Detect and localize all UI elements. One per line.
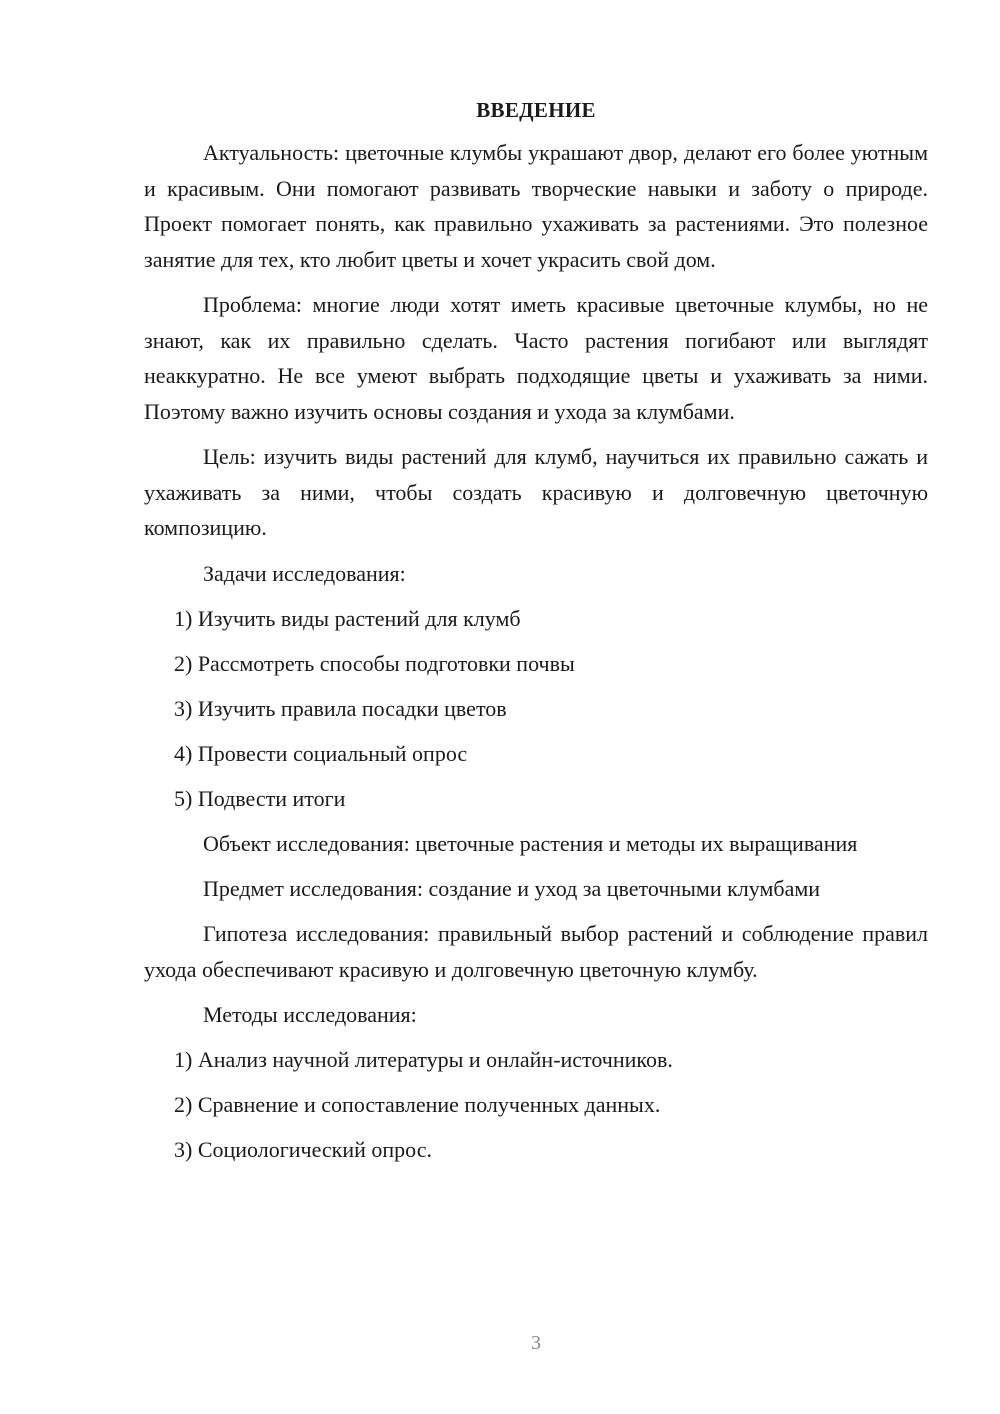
list-item: 4) Провести социальный опрос xyxy=(174,740,468,766)
list-item: 1) Изучить виды растений для клумб xyxy=(174,605,521,631)
list-item: 5) Подвести итоги xyxy=(174,785,346,811)
list-item: 2) Рассмотреть способы подготовки почвы xyxy=(174,650,575,676)
list-item: 3) Социологический опрос. xyxy=(174,1137,432,1162)
list-item: 2) Сравнение и сопоставление полученных данных. xyxy=(174,1092,661,1117)
hypothesis-paragraph: Гипотеза исследования: правильный выбор растений и соблюдение правил ухода обеспечивают красивую и долговечную цветочную клумбу. xyxy=(144,921,928,982)
subject-paragraph: Предмет исследования: создание и уход за цветочными клумбами xyxy=(203,876,821,901)
tasks-heading: Задачи исследования: xyxy=(203,560,406,586)
problem-paragraph: Проблема: многие люди хотят иметь красивые цветочные клумбы, но не знают, как их правильно сделать. Часто растения погибают или выглядят неаккуратно. Не все умеют выбрать подходящие цветы и ухаживать за ними. Поэтому важно изучить основы создания и ухода за клумбами. xyxy=(144,292,928,424)
section-heading: ВВЕДЕНИЕ xyxy=(476,98,596,122)
tasks-list xyxy=(144,601,928,816)
document-page xyxy=(144,95,928,1177)
list-item: 1) Анализ научной литературы и онлайн-источников. xyxy=(174,1047,673,1072)
relevance-paragraph: Актуальность: цветочные клумбы украшают двор, делают его более уютным и красивым. Они помогают развивать творческие навыки и заботу о природе. Проект помогает понять, как правильно ухаживать за растениями. Это полезное занятие для тех, кто любит цветы и хочет украсить свой дом. xyxy=(144,140,928,272)
list-item: 3) Изучить правила посадки цветов xyxy=(174,695,507,721)
object-paragraph: Объект исследования: цветочные растения и методы их выращивания xyxy=(203,830,858,856)
goal-paragraph: Цель: изучить виды растений для клумб, научиться их правильно сажать и ухаживать за ними, чтобы создать красивую и долговечную цветочную композицию. xyxy=(144,444,928,540)
methods-heading: Методы исследования: xyxy=(203,1002,417,1027)
page-number: 3 xyxy=(531,1332,541,1354)
methods-list xyxy=(144,1042,928,1167)
